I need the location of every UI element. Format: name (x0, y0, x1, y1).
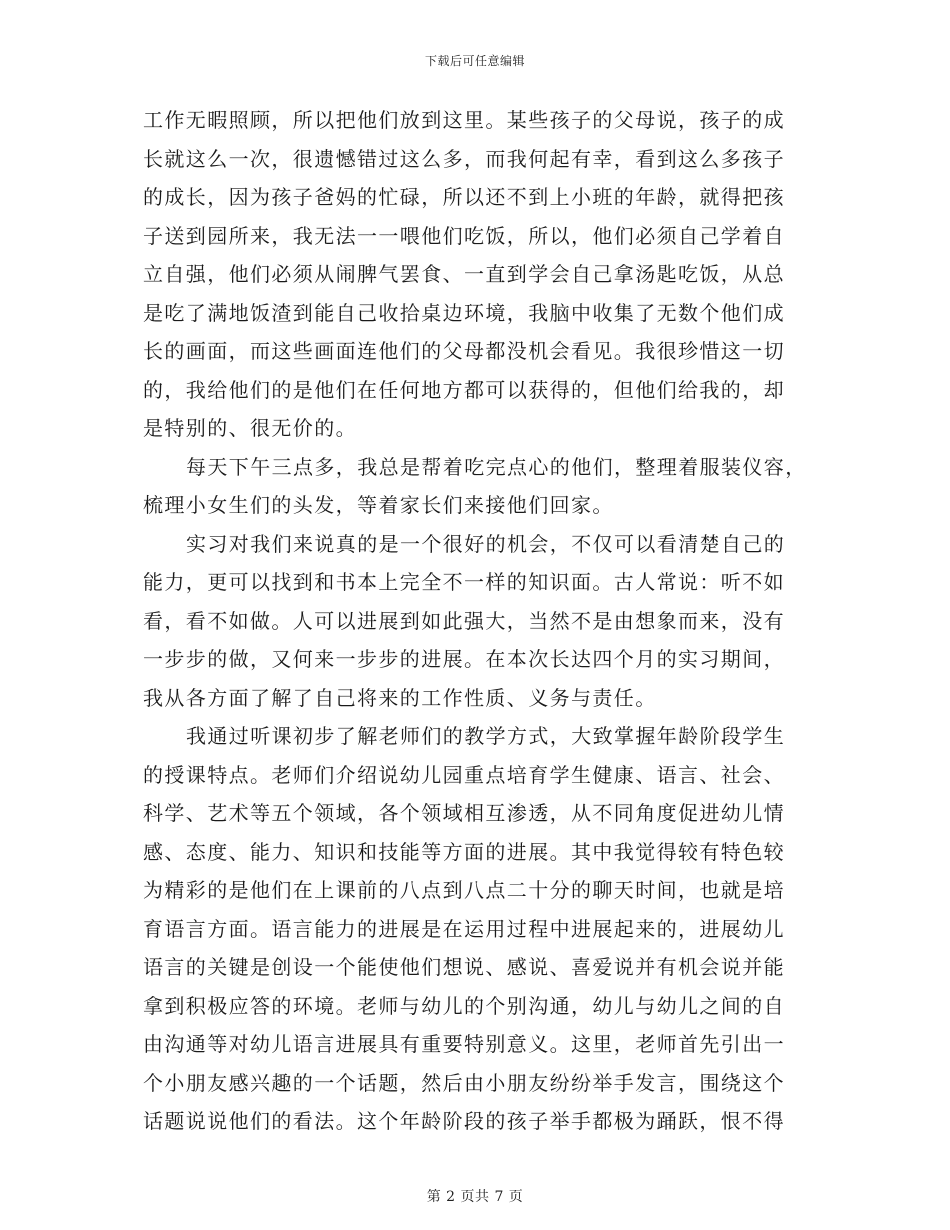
text-line: 科学、艺术等五个领域，各个领域相互渗透，从不同角度促进幼儿情 (143, 801, 785, 825)
text-line: 育语言方面。语言能力的进展是在运用过程中进展起来的，进展幼儿 (143, 916, 785, 941)
text-line: 个小朋友感兴趣的一个话题，然后由小朋友纷纷举手发言，围绕这个 (143, 1070, 785, 1095)
text-line: 子送到园所来，我无法一一喂他们吃饭，所以，他们必须自己学着自 (143, 223, 785, 248)
document-body (143, 101, 807, 1141)
text-line: 是吃了满地饭渣到能自己收拾桌边环境，我脑中收集了无数个他们成 (143, 300, 785, 325)
page-header: 下载后可任意编辑 (424, 54, 525, 68)
text-line: 感、态度、能力、知识和技能等方面的进展。其中我觉得较有特色较 (143, 839, 785, 864)
text-line: 梳理小女生们的头发，等着家长们来接他们回家。 (143, 493, 614, 517)
text-line: 工作无暇照顾，所以把他们放到这里。某些孩子的父母说，孩子的成 (143, 108, 785, 132)
text-line: 是特别的、很无价的。 (143, 416, 357, 440)
text-line: 的成长，因为孩子爸妈的忙碌，所以还不到上小班的年龄，就得把孩 (143, 185, 785, 209)
text-line: 看，看不如做。人可以进展到如此强大，当然不是由想象而来，没有 (143, 608, 785, 633)
text-line: 拿到积极应答的环境。老师与幼儿的个别沟通，幼儿与幼儿之间的自 (143, 993, 785, 1018)
paragraph-start-line: 实习对我们来说真的是一个很好的机会，不仅可以看清楚自己的 (186, 531, 786, 556)
page-number: 第 2 页共 7 页 (426, 1189, 524, 1205)
text-line: 我从各方面了解了自己将来的工作性质、义务与责任。 (143, 685, 657, 710)
text-line: 为精彩的是他们在上课前的八点到八点二十分的聊天时间，也就是培 (143, 878, 785, 902)
text-line: 由沟通等对幼儿语言进展具有重要特别意义。这里，老师首先引出一 (143, 1032, 785, 1056)
text-line: 立自强，他们必须从闹脾气罢食、一直到学会自己拿汤匙吃饭，从总 (143, 262, 785, 286)
text-line: 一步步的做，又何来一步步的进展。在本次长达四个月的实习期间， (143, 647, 785, 671)
text-line: 语言的关键是创设一个能使他们想说、感说、喜爱说并有机会说并能 (143, 955, 785, 979)
text-line: 的，我给他们的是他们在任何地方都可以获得的，但他们给我的，却 (143, 377, 785, 402)
text-line: 话题说说他们的看法。这个年龄阶段的孩子举手都极为踊跃，恨不得 (143, 1109, 785, 1133)
text-line: 长就这么一次，很遗憾错过这么多，而我何起有幸，看到这么多孩子 (143, 146, 785, 171)
paragraph-start-line: 我通过听课初步了解老师们的教学方式，大致掌握年龄阶段学生 (186, 724, 786, 748)
text-line: 长的画面，而这些画面连他们的父母都没机会看见。我很珍惜这一切 (143, 339, 785, 363)
text-line: 的授课特点。老师们介绍说幼儿园重点培育学生健康、语言、社会、 (143, 762, 785, 787)
text-line: 能力，更可以找到和书本上完全不一样的知识面。古人常说：听不如 (143, 570, 785, 594)
paragraph-start-line: 每天下午三点多，我总是帮着吃完点心的他们，整理着服装仪容， (186, 454, 807, 479)
